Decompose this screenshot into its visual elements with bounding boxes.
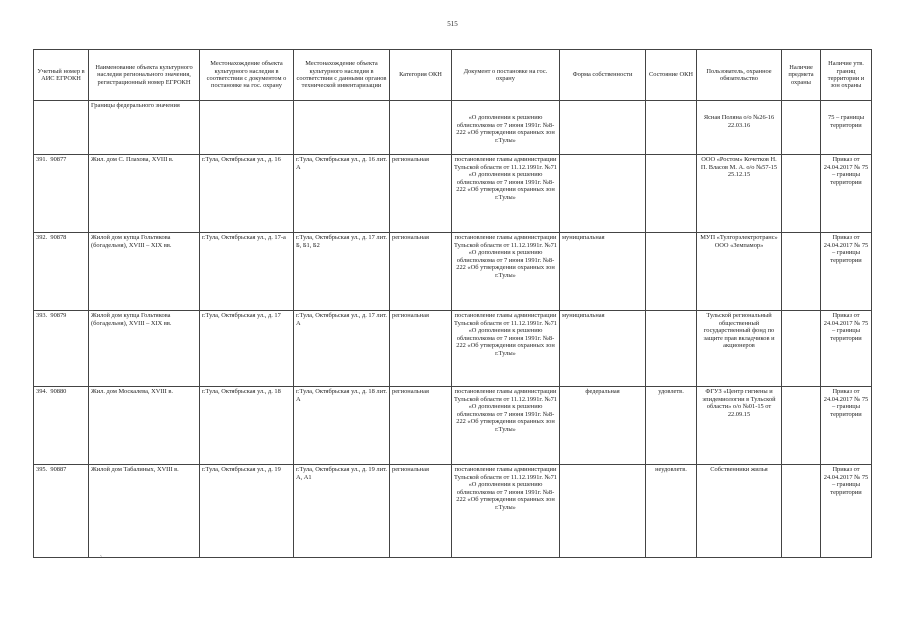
user-obligation: Тульской региональный общественный государственный фонд по защите прав вкладчиков и акционеров [697, 311, 782, 387]
location-technical: г.Тула, Октябрьская ул., д. 16 лит. А [294, 155, 390, 233]
protection-subject [782, 155, 821, 233]
ownership: федеральная [560, 387, 646, 465]
row-number-id: 394. 90880 [34, 387, 89, 465]
protection-document: постановление главы администрации Тульской области от 11.12.1991г. №71 «О дополнении к решению облисполкома от 7 июня 1991г. №8-222 «Об утверждении охранных зон г.Тулы» [452, 233, 560, 311]
ownership [560, 155, 646, 233]
object-name: Жил. дом С. Плахова, XVIII в. [89, 155, 200, 233]
zones: Приказ от 24.04.2017 № 75 – границы территории [821, 233, 872, 311]
ownership: муниципальная [560, 311, 646, 387]
state [646, 233, 697, 311]
zones: Приказ от 24.04.2017 № 75 – границы территории [821, 311, 872, 387]
table-header-row [34, 50, 872, 101]
header-user: Пользователь, охранное обязательство [697, 50, 782, 101]
location-technical: г.Тула, Октябрьская ул., д. 18 лит. А [294, 387, 390, 465]
protection-subject [782, 465, 821, 558]
subheader-label: Границы федерального значения [89, 101, 200, 114]
protection-document: постановление главы администрации Тульской области от 11.12.1991г. №71 «О дополнении к решению облисполкома от 7 июня 1991г. №8-222 «Об утверждении охранных зон г.Тулы» [452, 465, 560, 558]
user-obligation: ООО «Ростом» Кочетков Н. П. Власов М. А. о/о №57-15 25.12.15 [697, 155, 782, 233]
object-name: Жилой дом Табалиных, XVIII в. [89, 465, 200, 558]
header-location-document: Местонахождение объекта культурного наследия в соответствии с документом о постановке на гос. охрану [200, 50, 294, 101]
header-zones: Наличие утв. границ территории и зон охраны [821, 50, 872, 101]
row-number-id: 395. 90887 [34, 465, 89, 558]
location-technical: г.Тула, Октябрьская ул., д. 17 лит. А [294, 311, 390, 387]
location-technical: г.Тула, Октябрьская ул., д. 17 лит. Б, Б1, Б2 [294, 233, 390, 311]
location-document: г.Тула, Октябрьская ул., д. 17 [200, 311, 294, 387]
header-category: Категория ОКН [390, 50, 452, 101]
table-row [34, 387, 872, 465]
ownership [560, 465, 646, 558]
protection-subject [782, 311, 821, 387]
state [646, 311, 697, 387]
location-document: г.Тула, Октябрьская ул., д. 17-а [200, 233, 294, 311]
state [646, 155, 697, 233]
protection-document: постановление главы администрации Тульской области от 11.12.1991г. №71 «О дополнении к решению облисполкома от 7 июня 1991г. №8-222 «Об утверждении охранных зон г.Тулы» [452, 387, 560, 465]
object-name: Жилой дом купца Гольтякова (богадельня), XVIII – XIX вв. [89, 233, 200, 311]
protection-subject [782, 233, 821, 311]
table-row [34, 465, 872, 558]
state: удовлетв. [646, 387, 697, 465]
protection-subject [782, 387, 821, 465]
header-protection-subject: Наличие предмета охраны [782, 50, 821, 101]
zones: Приказ от 24.04.2017 № 75 – границы территории [821, 155, 872, 233]
subheader-row [34, 101, 872, 114]
header-location-technical: Местонахождение объекта культурного наследия в соответствии с данными органов технической инвентаризации [294, 50, 390, 101]
continuation-document: «О дополнении к решению облисполкома от 7 июня 1991г. №8-222 «Об утверждении охранных зон г.Тулы» [452, 113, 560, 155]
location-document: г.Тула, Октябрьская ул., д. 19 [200, 465, 294, 558]
protection-document: постановление главы администрации Тульской области от 11.12.1991г. №71 «О дополнении к решению облисполкома от 7 июня 1991г. №8-222 «Об утверждении охранных зон г.Тулы» [452, 155, 560, 233]
location-technical: г.Тула, Октябрьская ул., д. 19 лит. А, А1 [294, 465, 390, 558]
header-document: Документ о постановке на гос. охрану [452, 50, 560, 101]
category: региональная [390, 387, 452, 465]
header-ownership: Форма собственности [560, 50, 646, 101]
location-document: г.Тула, Октябрьская ул., д. 16 [200, 155, 294, 233]
table-row [34, 311, 872, 387]
header-state: Состояние ОКН [646, 50, 697, 101]
state: неудовлетв. [646, 465, 697, 558]
location-document: г.Тула, Октябрьская ул., д. 18 [200, 387, 294, 465]
row-number-id: 391. 90877 [34, 155, 89, 233]
header-account-number: Учетный номер в АИС ЕГРОКН [34, 50, 89, 101]
user-obligation: МУП «Тулгорэлектротранс» ООО «Земпамор» [697, 233, 782, 311]
zones: Приказ от 24.04.2017 № 75 – границы территории [821, 465, 872, 558]
user-obligation: ФГУЗ «Центр гигиены и эпидемиологии в Тульской области» о/о №01-15 от 22.09.15 [697, 387, 782, 465]
user-obligation: Собственники жилья [697, 465, 782, 558]
continuation-user: Ясная Поляна о/о №26-16 22.03.16 [697, 113, 782, 155]
ownership: муниципальная [560, 233, 646, 311]
category: региональная [390, 233, 452, 311]
object-name: Жилой дом купца Гольтякова (богадельня), XVIII – XIX вв. [89, 311, 200, 387]
row-number-id: 393. 90879 [34, 311, 89, 387]
zones: Приказ от 24.04.2017 № 75 – границы территории [821, 387, 872, 465]
category: региональная [390, 155, 452, 233]
stray-mark: ˋ [100, 556, 102, 562]
table-row [34, 155, 872, 233]
category: региональная [390, 311, 452, 387]
protection-document: постановление главы администрации Тульской области от 11.12.1991г. №71 «О дополнении к решению облисполкома от 7 июня 1991г. №8-222 «Об утверждении охранных зон г.Тулы» [452, 311, 560, 387]
object-name: Жил. дом Москалева, XVIII в. [89, 387, 200, 465]
page-number: 515 [447, 20, 458, 28]
continuation-zones: 75 – границы территории [821, 113, 872, 155]
category: региональная [390, 465, 452, 558]
table-row [34, 233, 872, 311]
row-number-id: 392. 90878 [34, 233, 89, 311]
heritage-registry-table [33, 49, 872, 558]
continuation-row [34, 113, 872, 155]
header-object-name: Наименование объекта культурного наследия регионального значения, регистрационный номер ЕГРОКН [89, 50, 200, 101]
